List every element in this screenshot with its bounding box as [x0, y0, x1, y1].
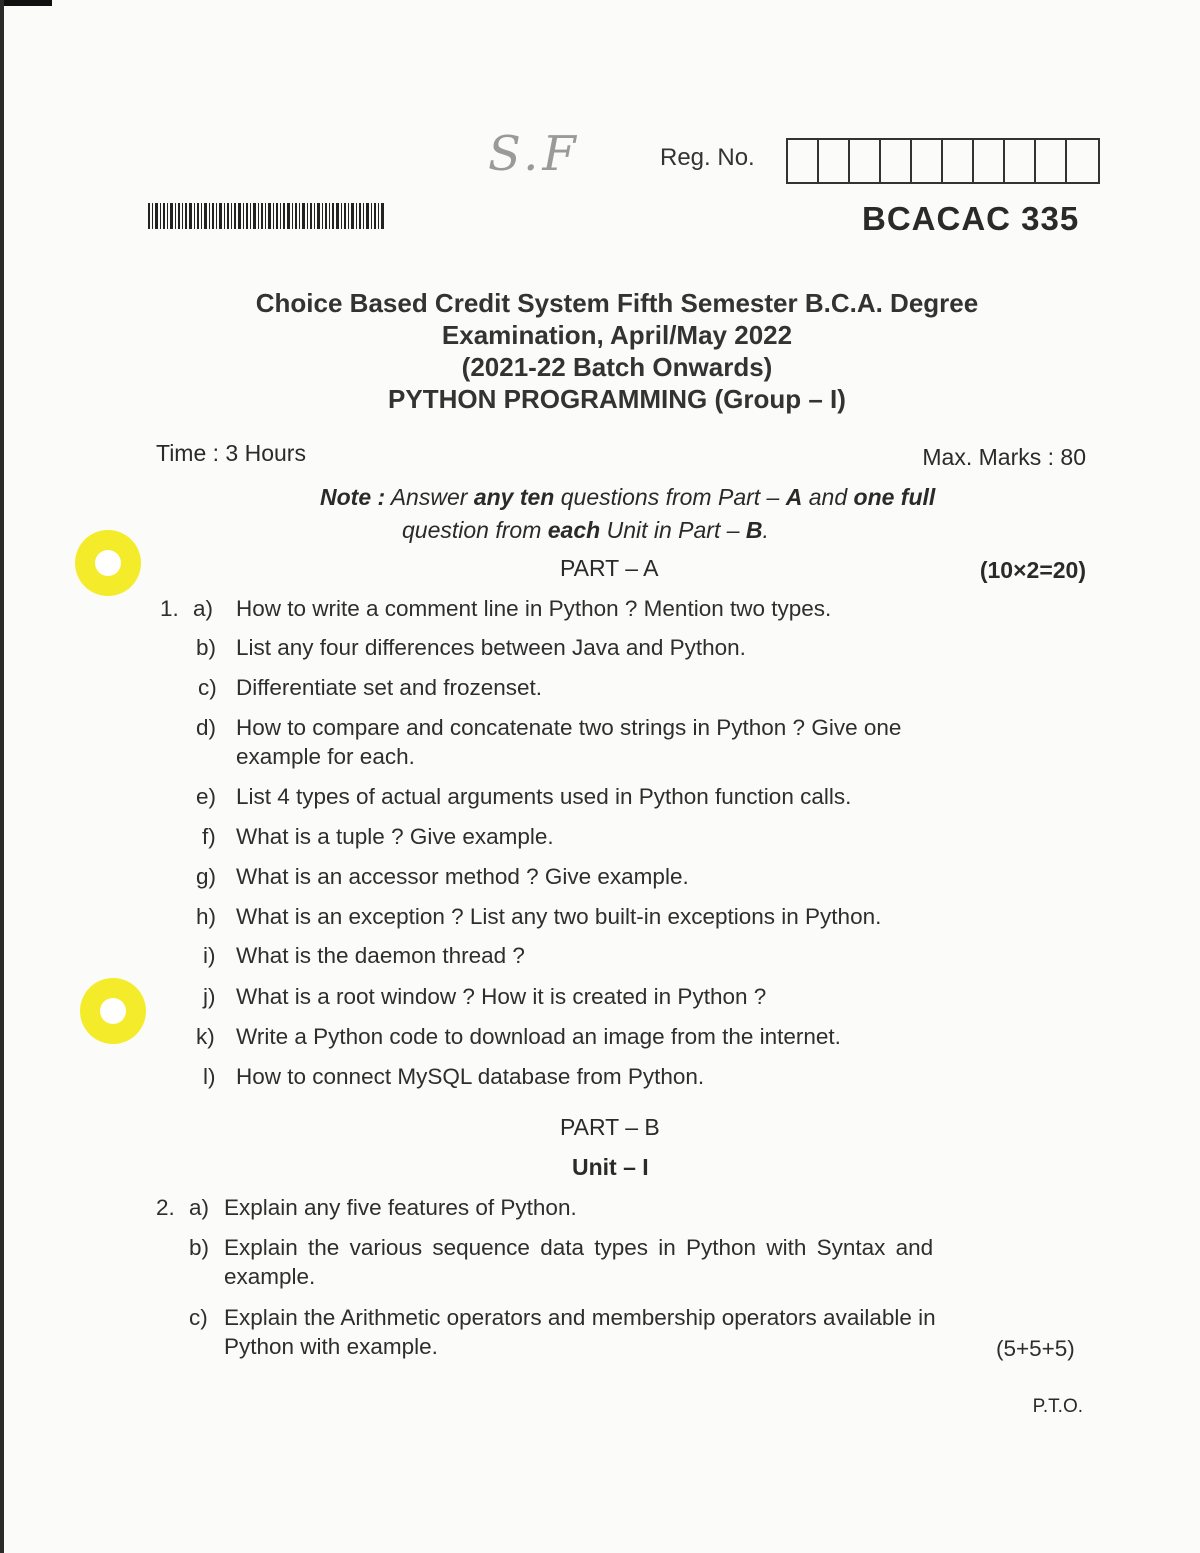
item-label: g) — [196, 864, 217, 889]
part-a-heading: PART – A — [560, 555, 659, 581]
part-b-marks: (5+5+5) — [996, 1336, 1075, 1361]
item-label: c) — [189, 1305, 208, 1330]
item-text: How to connect MySQL database from Python. — [236, 1064, 705, 1089]
unit-heading: Unit – I — [572, 1154, 649, 1180]
exam-duration: Time : 3 Hours — [156, 440, 306, 466]
reg-no-box[interactable] — [1036, 140, 1067, 182]
item-text-continued: Python with example. — [224, 1334, 438, 1359]
note-emphasis: each — [547, 517, 601, 543]
item-text: Explain the Arithmetic operators and membership operators available in — [224, 1305, 936, 1330]
question-2-number: 2. — [156, 1195, 175, 1220]
reg-no-box[interactable] — [1005, 140, 1036, 182]
item-text: How to compare and concatenate two strings in Python ? Give one — [236, 715, 902, 740]
item-text: What is the daemon thread ? — [236, 943, 525, 968]
reg-no-box[interactable] — [912, 140, 943, 182]
note-line-2 — [320, 514, 1020, 547]
scan-left-edge — [0, 0, 4, 1553]
barcode — [148, 203, 384, 229]
question-1-number: 1. — [160, 596, 179, 621]
item-label: a) — [193, 596, 214, 621]
item-text: How to write a comment line in Python ? Mention two types. — [236, 596, 832, 621]
reg-no-box[interactable] — [1067, 140, 1098, 182]
item-label: h) — [196, 904, 217, 929]
handwritten-mark: S.F — [488, 126, 580, 182]
note-text: Answer — [390, 484, 474, 510]
item-label: l) — [203, 1064, 216, 1089]
note-text: question from — [402, 517, 548, 543]
item-text: Differentiate set and frozenset. — [236, 675, 543, 700]
reg-no-box[interactable] — [819, 140, 850, 182]
reg-no-box[interactable] — [974, 140, 1005, 182]
item-text: List any four differences between Java and Python. — [236, 635, 746, 660]
exam-title-line-2: Examination, April/May 2022 — [441, 320, 793, 350]
item-label: c) — [198, 675, 217, 700]
part-b-heading: PART – B — [560, 1114, 660, 1140]
page-turn-marker: P.T.O. — [1032, 1396, 1083, 1417]
item-label: e) — [196, 784, 217, 809]
item-text: List 4 types of actual arguments used in Python function calls. — [236, 784, 852, 809]
note-text: Unit in Part – — [600, 517, 746, 543]
note-text: questions from Part – — [554, 484, 786, 510]
exam-title-line-3: (2021-22 Batch Onwards) — [461, 352, 773, 382]
note-text: . — [762, 517, 769, 543]
reg-no-box[interactable] — [788, 140, 819, 182]
item-text-continued: example. — [224, 1264, 316, 1289]
item-label: j) — [203, 984, 216, 1009]
instructions-note — [320, 481, 1020, 547]
note-text: and — [802, 484, 854, 510]
reg-no-label: Reg. No. — [660, 144, 755, 171]
item-label: k) — [196, 1024, 215, 1049]
paper-code: BCACAC 335 — [862, 200, 1080, 237]
item-text: What is a root window ? How it is created in Python ? — [236, 984, 767, 1009]
max-marks: Max. Marks : 80 — [922, 444, 1086, 470]
exam-title-line-4: PYTHON PROGRAMMING (Group – I) — [388, 384, 846, 414]
item-text: Explain the various sequence data types in Python with Syntax and — [224, 1235, 934, 1260]
note-emphasis: A — [785, 484, 803, 510]
item-text: What is a tuple ? Give example. — [236, 824, 554, 849]
item-text: Write a Python code to download an image from the internet. — [236, 1024, 841, 1049]
part-a-marks: (10×2=20) — [979, 557, 1086, 583]
item-label: i) — [203, 943, 216, 968]
item-label: a) — [189, 1195, 210, 1220]
reg-no-box[interactable] — [881, 140, 912, 182]
punch-hole-bottom — [80, 978, 146, 1044]
reg-no-boxes[interactable] — [786, 138, 1100, 184]
item-label: d) — [196, 715, 217, 740]
note-emphasis: any ten — [473, 484, 555, 510]
item-label: b) — [189, 1235, 210, 1260]
item-text: Explain any five features of Python. — [224, 1195, 577, 1220]
reg-no-box[interactable] — [850, 140, 881, 182]
note-emphasis: one full — [853, 484, 936, 510]
punch-hole-top — [75, 530, 141, 596]
scan-corner-mark — [0, 0, 52, 6]
item-label: b) — [196, 635, 217, 660]
note-line-1 — [320, 481, 1020, 514]
item-text: What is an exception ? List any two built-in exceptions in Python. — [236, 904, 882, 929]
exam-title-line-1: Choice Based Credit System Fifth Semester B.C.A. Degree — [255, 288, 979, 318]
note-emphasis: B — [745, 517, 763, 543]
item-text: What is an accessor method ? Give example. — [236, 864, 689, 889]
reg-no-box[interactable] — [943, 140, 974, 182]
item-text-continued: example for each. — [236, 744, 415, 769]
note-label: Note : — [320, 484, 386, 510]
item-label: f) — [202, 824, 216, 849]
